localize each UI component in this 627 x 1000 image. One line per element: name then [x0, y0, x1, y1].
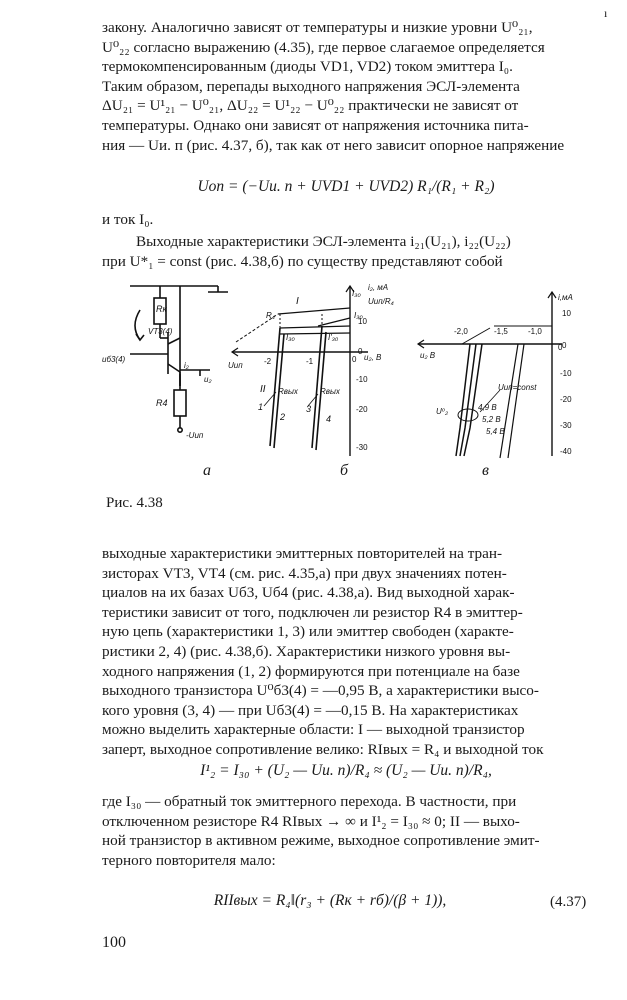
paragraph-2 [102, 232, 590, 271]
chart-b-label-i1eo: I₃₀ [286, 333, 295, 342]
text-line: термокомпенсированным (диоды VD1, VD2) током эмиттера I₀. [102, 58, 513, 76]
chart-v-ytick: -30 [560, 421, 572, 430]
chart-b-ytick: -10 [356, 375, 368, 384]
text-line: заперт, выходное сопротивление велико: RIвых = R₄ и выходной ток [102, 740, 544, 758]
chart-b-label-uip: Uип [228, 361, 243, 370]
paragraph-3 [102, 544, 590, 760]
chart-v-label-54: 5,4 В [486, 427, 505, 436]
formula-i2: I¹₂ = I₃₀ + (U₂ — Uи. п)/R₄ ≈ (U₂ — Uи. п)/R₄, [200, 762, 492, 779]
chart-b-xtick: -1 [306, 357, 314, 366]
chart-v-label-ima: i,мА [558, 293, 573, 302]
curve-label-2: 2 [280, 412, 286, 422]
chart-b [232, 286, 368, 456]
chart-v-ytick: -10 [560, 369, 572, 378]
chart-b-ytick: -30 [356, 443, 368, 452]
chart-b-label-r4: R₄ [266, 311, 275, 320]
text-line: ходного напряжения (1, 2) формируются при потенциале на базе [102, 662, 520, 680]
chart-b-label-uipr: Uип/R₄ [368, 297, 394, 306]
subfigure-label-a: а [203, 462, 211, 479]
chart-v-label-49: 4,9 В [478, 403, 497, 412]
chart-b-label-rvyh2: Rвых [320, 387, 340, 396]
chart-v-xtick: -1,0 [528, 327, 542, 336]
circuit-label-r4: R4 [156, 398, 168, 408]
chart-v-label-u2-0: U⁰₂ [436, 407, 449, 416]
text-line: циалов на их базах Uб3, Uб4 (рис. 4.38,а). Вид выходной харак- [102, 584, 515, 602]
text-line: ной транзистор в активном режиме, выходное сопротивление эмит- [102, 832, 540, 850]
chart-b-label-i2ma: i₂, мА [368, 283, 389, 292]
chart-b-ytick: 10 [358, 317, 367, 326]
chart-v-ytick: -20 [560, 395, 572, 404]
text-line: выходные характеристики эмиттерных повторителей на тран- [102, 545, 503, 562]
chart-b-label-ieo: I₃₀ [352, 289, 361, 298]
text-line: температуры. Однако они зависят от напряжения источника пита- [102, 116, 529, 134]
chart-b-ytick: 0 [358, 347, 363, 356]
chart-v-label-52: 5,2 В [482, 415, 501, 424]
equation-number: (4.37) [550, 894, 587, 910]
circuit-label-uip: -Uип [186, 431, 204, 440]
subfigure-label-v: в [482, 462, 489, 479]
text-line: ния — Uи. п (рис. 4.37, б), так как от него зависит опорное напряжение [102, 136, 565, 154]
text-line: ную цепь (характеристики 1, 3) или эмиттер свободен (характе- [102, 623, 514, 641]
chart-b-label-i1eo2: I'₃₀ [328, 333, 339, 342]
figure-caption: Рис. 4.38 [106, 495, 163, 511]
text-line: кого уровня (3, 4) — при Uб3(4) = —0,15 В. На характеристиках [102, 701, 519, 719]
curve-label-4: 4 [326, 414, 332, 424]
text-line: ΔU₂₁ = U¹₂₁ − U⁰₂₁, ΔU₂₂ = U¹₂₂ − U⁰₂₂ практически не зависят от [102, 97, 519, 115]
chart-b-label-roman-1: I [296, 296, 299, 307]
curve-label-1: 1 [258, 402, 264, 412]
circuit-label-rk: Rк [156, 304, 167, 314]
text-line: отключенном резисторе R4 RIвых → ∞ и I¹₂ = I₃₀ ≈ 0; II — выхо- [102, 812, 520, 830]
chart-v-ytick: -40 [560, 447, 572, 456]
paragraph-4 [102, 792, 590, 870]
chart-v-ytick: 10 [562, 309, 571, 318]
page-number: 100 [102, 934, 126, 951]
chart-b-label-ieo3: I₃₀ [354, 311, 363, 320]
curve-label-3: 3 [306, 404, 312, 414]
circuit-label-u2: u₂ [204, 375, 212, 384]
text-line: можно выделить характерные области: I — выходной транзистор [102, 721, 525, 739]
chart-v-xtick: -1,5 [494, 327, 508, 336]
text-line: при U*₁ = const (рис. 4.38,б) по существу представляют собой [102, 252, 503, 270]
circuit-label-vt: VT3(4) [148, 327, 173, 336]
circuit-label-ub: uб3(4) [102, 355, 126, 364]
chart-b-xtick: -2 [264, 357, 272, 366]
chart-b-label-rvyh1: Rвых [278, 387, 298, 396]
chart-v-label-uip-const: Uип=const [498, 383, 537, 392]
circuit-label-i2: i₂ [184, 361, 189, 370]
chart-b-xtick: 0 [352, 355, 357, 364]
text-line: ристики 2, 4) (рис. 4.38,б). Характеристики низкого уровня вы- [102, 642, 511, 660]
chart-v-ytick: 0 [562, 341, 567, 350]
subfigure-label-b: б [340, 462, 349, 479]
text-line: Таким образом, перепады выходного напряжения ЭСЛ-элемента [102, 77, 520, 95]
corner-mark: ı [604, 6, 608, 20]
paragraph-1 [102, 18, 590, 155]
figure-4-38 [100, 278, 600, 478]
text-line: выходного транзистора U⁰б3(4) = —0,95 В, а характеристики высо- [102, 682, 539, 700]
text-line: закону. Аналогично зависят от температуры и низкие уровни U⁰₂₁, [102, 19, 533, 36]
text-line: терного повторителя мало: [102, 851, 276, 869]
chart-b-label-u2b: u₂, В [364, 353, 382, 362]
text-line: зисторах VT3, VT4 (см. рис. 4.35,а) при двух значениях потен- [102, 564, 507, 582]
text-line: Выходные характеристики ЭСЛ-элемента i₂₁(U₂₁), i₂₂(U₂₂) [136, 233, 511, 250]
chart-b-ytick: -20 [356, 405, 368, 414]
chart-v-xtick: 0 [558, 343, 563, 352]
chart-v-xtick: -2,0 [454, 327, 468, 336]
text-line: теристики зависит от того, подключен ли резистор R4 в эмиттер- [102, 603, 523, 621]
text-line: где I₃₀ — обратный ток эмиттерного перехода. В частности, при [102, 793, 517, 810]
text-line: U⁰₂₂ согласно выражению (4.35), где первое слагаемое определяется [102, 38, 545, 56]
circuit-diagram [130, 286, 228, 432]
chart-b-label-roman-2: II [260, 384, 266, 395]
chart-v-label-u2b: u₂ В [420, 351, 436, 360]
formula-uop: Uоп = (−Uи. п + UVD1 + UVD2) R₁/(R₁ + R₂) [197, 178, 495, 195]
text-and-current: и ток I₀. [102, 211, 154, 228]
formula-r: RIIвых = R₄‖(r₃ + (Rк + rб)/(β + 1)), [213, 892, 447, 909]
